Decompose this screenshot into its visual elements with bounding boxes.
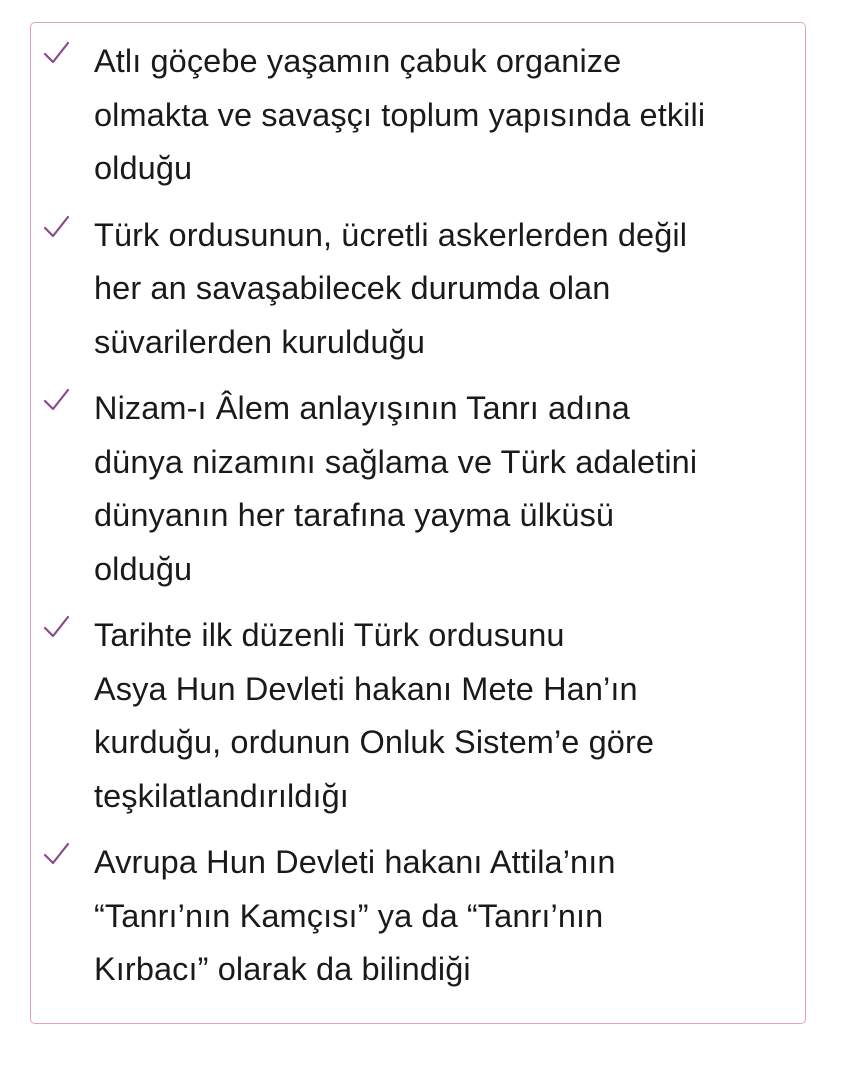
list-item-text: Nizam-ı Âlem anlayışının Tanrı adına dünya nizamını sağlama ve Türk adaletini dünyanın her tarafına yayma ülküsü olduğu (94, 390, 698, 587)
list-item-text: Türk ordusunun, ücretli askerlerden değil her an savaşabilecek durumda olan süvarilerden kurulduğu (94, 216, 688, 360)
checkmark-icon (41, 213, 71, 243)
checkmark-icon (41, 39, 71, 69)
list-item (31, 609, 805, 823)
checkmark-icon (41, 840, 71, 870)
list-item (31, 209, 805, 370)
info-box (30, 22, 806, 1024)
list-item-text: Atlı göçebe yaşamın çabuk organize olmakta ve savaşçı toplum yapısında etkili olduğu (94, 43, 706, 186)
list-item-text: Tarihte ilk düzenli Türk ordusunu Asya Hun Devleti hakanı Mete Han’ın kurduğu, ordunun Onluk Sistem’e göre teşkilatlandırıldığı (94, 617, 655, 814)
list-item-text: Avrupa Hun Devleti hakanı Attila’nın “Tanrı’nın Kamçısı” ya da “Tanrı’nın Kırbacı” olarak da bilindiği (94, 844, 616, 987)
checklist (31, 35, 805, 1010)
checkmark-icon (41, 613, 71, 643)
list-item (31, 836, 805, 997)
list-item (31, 382, 805, 596)
checkmark-icon (41, 386, 71, 416)
list-item (31, 35, 805, 196)
